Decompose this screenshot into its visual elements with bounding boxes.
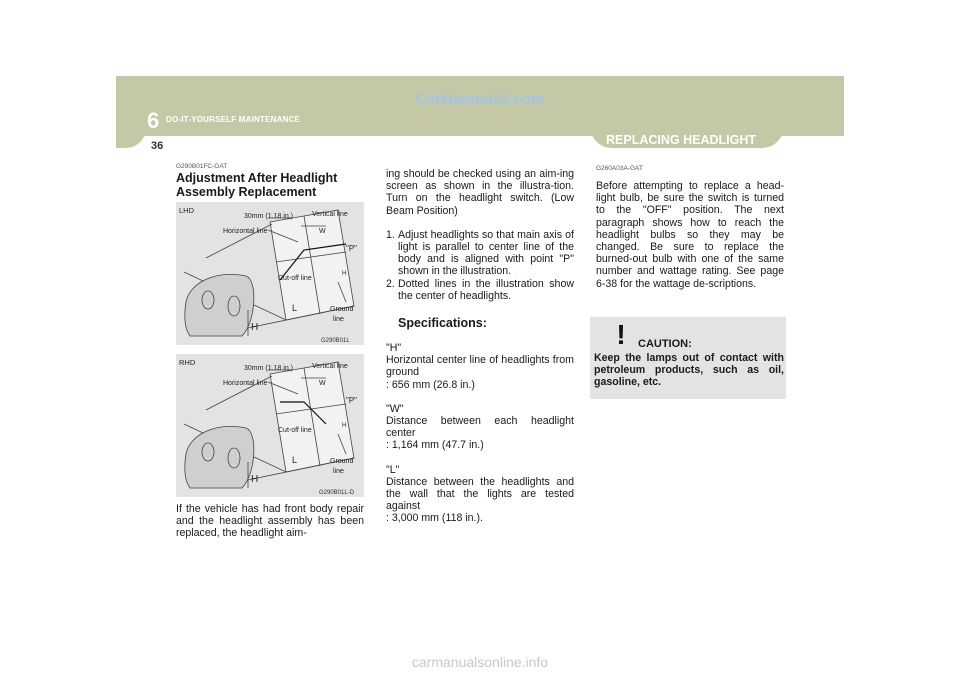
fig1-side-label: LHD bbox=[179, 206, 195, 215]
page-number: 36 bbox=[151, 140, 164, 152]
spec-item bbox=[386, 403, 574, 452]
fig2-code: G290B01L-D bbox=[319, 490, 355, 496]
middle-column bbox=[386, 168, 574, 525]
fig2-ground-line-label: line bbox=[333, 468, 344, 475]
left-paragraph: If the vehicle has had front body repair and the headlight assembly has been replaced, the headlight aim- bbox=[176, 503, 364, 540]
list-item bbox=[386, 278, 574, 302]
caution-exclamation-icon bbox=[611, 319, 631, 349]
fig2-p-label: "P" bbox=[346, 396, 358, 405]
fig2-ground-label: Ground bbox=[330, 458, 354, 465]
list-item bbox=[386, 229, 574, 278]
fig2-l-label: L bbox=[292, 455, 298, 465]
spec-heading: Specifications: bbox=[398, 316, 487, 331]
spec-desc: Distance between each headlight center bbox=[386, 415, 574, 440]
section-code: G290B01FC-GAT bbox=[176, 163, 228, 170]
fig2-vertical-line-label: Vertical line bbox=[312, 363, 348, 370]
fig2-cutoff-label: Cut-off line bbox=[278, 427, 312, 434]
fig2-h-big-label: H bbox=[251, 474, 259, 485]
spec-label: "W" bbox=[386, 402, 404, 415]
spec-label: "H" bbox=[386, 342, 402, 355]
spec-list bbox=[386, 342, 574, 525]
middle-intro: ing should be checked using an aim-ing screen as shown in the illustra-tion. Turn on the headlight switch. (Low Beam Position) bbox=[386, 168, 574, 217]
fig2-w-label: W bbox=[319, 380, 326, 387]
caution-symbol: ! bbox=[616, 319, 626, 349]
step-text: Adjust headlights so that main axis of light is parallel to center line of the body and is aligned with point "P" shown in the illustration. bbox=[398, 228, 574, 278]
spec-item bbox=[386, 464, 574, 525]
fig2-h-small-label: H bbox=[342, 423, 347, 429]
step-number: 2. bbox=[386, 277, 395, 290]
section-title: REPLACING HEADLIGHT BULBS bbox=[606, 133, 756, 161]
fig1-ground-line-label: line bbox=[333, 316, 344, 323]
fig1-code: G290B01L bbox=[321, 338, 350, 344]
caution-box bbox=[590, 317, 786, 399]
fig1-horizontal-line-label: Horizontal line bbox=[223, 228, 268, 235]
chapter-title: DO-IT-YOURSELF MAINTENANCE bbox=[166, 115, 301, 124]
spec-desc: Horizontal center line of headlights from ground bbox=[386, 354, 574, 379]
adjust-steps-list bbox=[386, 229, 574, 302]
fig2-side-label: RHD bbox=[179, 358, 196, 367]
fig1-h-big-label: H bbox=[251, 322, 259, 333]
chapter-number: 6 bbox=[147, 108, 160, 133]
header-tab-left bbox=[116, 126, 146, 148]
fig1-cutoff-label: Cut-off line bbox=[278, 275, 312, 282]
step-text: Dotted lines in the illustration show the center of headlights. bbox=[398, 277, 574, 302]
spec-value: : 3,000 mm (118 in.). bbox=[386, 512, 483, 525]
fig1-offset-label: 30mm (1.18 in.) bbox=[244, 213, 294, 220]
fig1-w-label: W bbox=[319, 228, 326, 235]
fig1-l-label: L bbox=[292, 303, 298, 313]
fig1-h-small-label: H bbox=[342, 271, 347, 277]
step-number: 1. bbox=[386, 228, 395, 241]
footer-watermark: carmanualsonline.info bbox=[411, 654, 549, 670]
right-paragraph: Before attempting to replace a head-light bulb, be sure the switch is turned to the "OFF" position. The next paragraph shows how to reach the headlight bulbs so they may be changed. Be sure to replace the burned-out bulb with one of the same number and wattage rating. See page 6-38 for the wattage de-scriptions. bbox=[596, 180, 784, 290]
fig2-offset-label: 30mm (1.18 in.) bbox=[244, 365, 294, 372]
spec-value: : 1,164 mm (47.7 in.) bbox=[386, 439, 484, 452]
right-section-code: G260A03A-GAT bbox=[596, 165, 643, 172]
fig1-vertical-line-label: Vertical line bbox=[312, 211, 348, 218]
fig1-ground-label: Ground bbox=[330, 306, 354, 313]
fig2-horizontal-line-label: Horizontal line bbox=[223, 380, 268, 387]
spec-desc: Distance between the headlights and the wall that the lights are tested against bbox=[386, 475, 574, 513]
caution-text: Keep the lamps out of contact with petroleum products, such as oil, gasoline, etc. bbox=[594, 352, 784, 389]
section-heading: Adjustment After Headlight Assembly Replacement bbox=[176, 171, 338, 199]
caution-title: CAUTION: bbox=[638, 338, 692, 350]
headlight-aim-diagram-rhd bbox=[176, 354, 364, 497]
spec-value: : 656 mm (26.8 in.) bbox=[386, 378, 475, 391]
fig1-p-label: "P" bbox=[346, 244, 358, 253]
headlight-aim-diagram-lhd bbox=[176, 202, 364, 345]
spec-item bbox=[386, 342, 574, 391]
spec-label: "L" bbox=[386, 463, 400, 476]
site-watermark-link[interactable]: CarManuals2.com bbox=[415, 91, 545, 108]
